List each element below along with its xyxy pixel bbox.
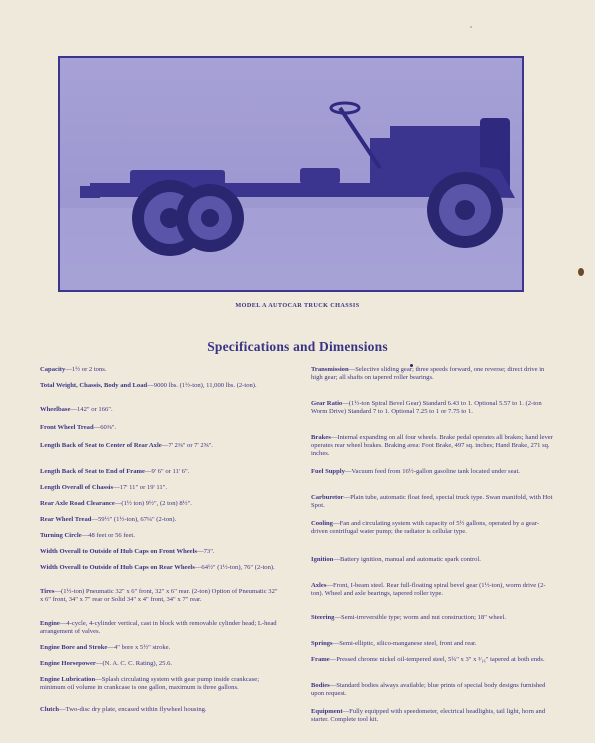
spec-ignition: Ignition—Battery ignition, manual and automatic spark control. <box>311 556 481 563</box>
spec-length-seat-to-frame: Length Back of Seat to End of Frame—9' 6" or 11' 6". <box>40 468 190 475</box>
spec-rear-wheel-tread: Rear Wheel Tread—59½" (1½-ton), 67¼" (2-ton). <box>40 516 177 523</box>
paper-speck <box>470 26 472 28</box>
chassis-photo <box>58 56 524 292</box>
spec-horsepower: Engine Horsepower—(N. A. C. C. Rating), 25.6. <box>40 660 173 667</box>
spec-bore-stroke: Engine Bore and Stroke—4" bore x 5½" stroke. <box>40 644 171 651</box>
spec-width-front: Width Overall to Outside of Hub Caps on Front Wheels—73". <box>40 548 215 555</box>
paper-stain <box>578 268 584 276</box>
spec-axles: Axles—Front, I-beam steel. Rear full-floating spiral bevel gear (1½-ton), worm drive (2-ton). Wheel and axle bearings, tapered roller type. <box>311 582 546 597</box>
spec-length-overall: Length Overall of Chassis—17' 11" or 19' 11". <box>40 484 168 491</box>
photo-caption: MODEL A AUTOCAR TRUCK CHASSIS <box>235 302 360 309</box>
spec-width-rear: Width Overall to Outside of Hub Caps on Rear Wheels—64½" (1½-ton), 76" (2-ton). <box>40 564 275 571</box>
spec-wheelbase: Wheelbase—142" or 166". <box>40 406 113 413</box>
spec-transmission: Transmission—Selective sliding gear; three speeds forward, one reverse; direct drive in high gear; all shafts on tapered roller bearings. <box>311 366 545 381</box>
spec-fuel-supply: Fuel Supply—Vacuum feed from 16½-gallon gasoline tank located under seat. <box>311 468 520 475</box>
spec-carburetor: Carburetor—Plain tube, automatic float feed, special truck type. Swan manifold, with Hot Spot. <box>311 494 553 509</box>
spec-length-seat-to-axle: Length Back of Seat to Center of Rear Axle—7' 2⅜" or 7' 2⅝". <box>40 442 213 449</box>
spec-engine: Engine—4-cycle, 4-cylinder vertical, cast in block with removable cylinder head; L-head arrangement of valves. <box>40 620 277 635</box>
spec-clutch: Clutch—Two-disc dry plate, encased within flywheel housing. <box>40 706 207 713</box>
spec-tires: Tires—(1½-ton) Pneumatic 32" x 6" front, 32" x 6" rear. (2-ton) Option of Pneumatic 32" x 6" front, 34" x 7" rear or Solid 34" x 4" front, 34" x 7" rear. <box>40 588 278 603</box>
spec-frame: Frame—Pressed chrome nickel oil-tempered steel, 5¾" x 3" x ³⁄₁₆" tapered at both ends. <box>311 656 545 663</box>
spec-springs: Springs—Semi-elliptic, silico-manganese steel, front and rear. <box>311 640 477 647</box>
spec-cooling: Cooling—Fan and circulating system with capacity of 5½ gallons, operated by a gear-driven centrifugal water pump; the radiator is cellular type. <box>311 520 540 535</box>
spec-total-weight: Total Weight, Chassis, Body and Load—9000 lbs. (1½-ton), 11,000 lbs. (2-ton). <box>40 382 257 389</box>
spec-equipment: Equipment—Fully equipped with speedometer, electrical headlights, tail light, horn and starter. Complete tool kit. <box>311 708 546 723</box>
spec-steering: Steering—Semi-irreversible type; worm and nut construction; 18" wheel. <box>311 614 506 621</box>
spec-brakes: Brakes—Internal expanding on all four wheels. Brake pedal operates all brakes; hand lever operates rear wheel brakes. Braking area: Foot Brake, 497 sq. inches; Hand Brake, 271 sq. inches. <box>311 434 553 457</box>
truck-chassis-illustration <box>60 58 524 292</box>
spec-capacity: Capacity—1½ or 2 tons. <box>40 366 107 373</box>
spec-lubrication: Engine Lubrication—Splash circulating system with gear pump inside crankcase; minimum oil volume in crankcase is one gallon, maximum is three gallons. <box>40 676 260 691</box>
spec-road-clearance: Rear Axle Road Clearance—(1½ ton) 9½", (2 ton) 8½". <box>40 500 192 507</box>
spec-turning-circle: Turning Circle—48 feet or 56 feet. <box>40 532 135 539</box>
spec-gear-ratio: Gear Ratio—(1½-ton Spiral Bevel Gear) Standard 6.43 to 1. Optional 5.57 to 1. (2-ton Worm Drive) Standard 7 to 1. Optional 7.25 to 1 or 7.75 to 1. <box>311 400 542 415</box>
page-heading: Specifications and Dimensions <box>207 339 388 354</box>
spec-bodies: Bodies—Standard bodies always available; blue prints of special body designs furnished upon request. <box>311 682 546 697</box>
spec-front-wheel-tread: Front Wheel Tread—60⅜". <box>40 424 117 431</box>
